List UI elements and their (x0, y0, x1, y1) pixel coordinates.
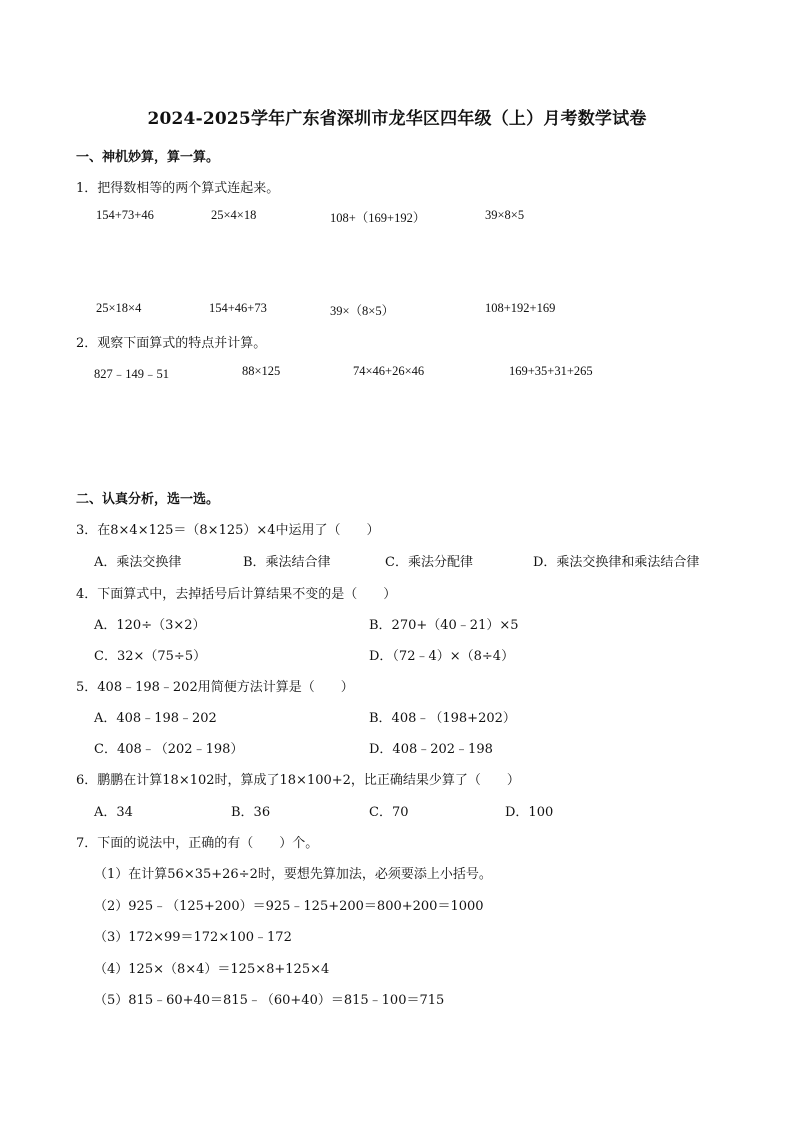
q1-bottom-expr-3: 39×（8×5） (330, 304, 395, 318)
q6-option-b[interactable]: B．36 (231, 805, 271, 820)
section-1-heading: 一、神机妙算，算一算。 (76, 150, 220, 165)
q1-bottom-expr-4: 108+192+169 (485, 301, 556, 315)
q7-statement-5: （5）815﹣60+40＝815﹣（60+40）＝815﹣100＝715 (94, 993, 445, 1008)
q1-top-expr-3: 108+（169+192） (330, 211, 426, 225)
q5-option-a[interactable]: A．408﹣198﹣202 (94, 711, 217, 726)
q3-option-c[interactable]: C．乘法分配律 (385, 555, 473, 570)
q6-option-a[interactable]: A．34 (94, 805, 133, 820)
q7-statement-1: （1）在计算56×35+26÷2时，要想先算加法，必须要添上小括号。 (94, 867, 492, 882)
q1-top-expr-1: 154+73+46 (96, 208, 154, 222)
q7-statement-2: （2）925﹣（125+200）＝925﹣125+200＝800+200＝1000 (94, 899, 484, 914)
q3-option-d[interactable]: D．乘法交换律和乘法结合律 (533, 555, 700, 570)
q7-statement-4: （4）125×（8×4）＝125×8+125×4 (94, 962, 330, 977)
question-4-stem: 4．下面算式中，去掉括号后计算结果不变的是（ ） (76, 587, 397, 602)
q1-top-expr-2: 25×4×18 (211, 208, 257, 222)
q4-option-a[interactable]: A．120÷（3×2） (94, 618, 206, 633)
q1-bottom-expr-2: 154+46+73 (209, 301, 267, 315)
q2-expr-4: 169+35+31+265 (509, 364, 593, 378)
question-3-stem: 3．在8×4×125＝（8×125）×4中运用了（ ） (76, 523, 380, 538)
question-7-stem: 7．下面的说法中，正确的有（ ）个。 (76, 836, 319, 851)
q4-option-d[interactable]: D．（72﹣4）×（8÷4） (369, 649, 515, 664)
q3-option-b[interactable]: B．乘法结合律 (243, 555, 331, 570)
q4-option-b[interactable]: B．270+（40﹣21）×5 (369, 618, 519, 633)
q1-top-expr-4: 39×8×5 (485, 208, 525, 222)
q6-option-c[interactable]: C．70 (369, 805, 409, 820)
question-2-stem: 2．观察下面算式的特点并计算。 (76, 336, 267, 351)
q3-option-a[interactable]: A．乘法交换律 (94, 555, 182, 570)
q2-expr-3: 74×46+26×46 (353, 364, 425, 378)
q7-statement-3: （3）172×99＝172×100﹣172 (94, 930, 292, 945)
question-5-stem: 5．408﹣198﹣202用简便方法计算是（ ） (76, 680, 354, 695)
q5-option-d[interactable]: D．408﹣202﹣198 (369, 742, 493, 757)
question-1-stem: 1．把得数相等的两个算式连起来。 (76, 181, 280, 196)
q2-expr-2: 88×125 (242, 364, 281, 378)
page-title: 2024-2025学年广东省深圳市龙华区四年级（上）月考数学试卷 (147, 109, 647, 129)
question-6-stem: 6．鹏鹏在计算18×102时，算成了18×100+2，比正确结果少算了（ ） (76, 773, 520, 788)
q6-option-d[interactable]: D．100 (505, 805, 554, 820)
q5-option-b[interactable]: B．408﹣（198+202） (369, 711, 516, 726)
q4-option-c[interactable]: C．32×（75÷5） (94, 649, 207, 664)
section-2-heading: 二、认真分析，选一选。 (76, 492, 220, 507)
q2-expr-1: 827﹣149﹣51 (94, 367, 170, 381)
q1-bottom-expr-1: 25×18×4 (96, 301, 142, 315)
q5-option-c[interactable]: C．408﹣（202﹣198） (94, 742, 244, 757)
